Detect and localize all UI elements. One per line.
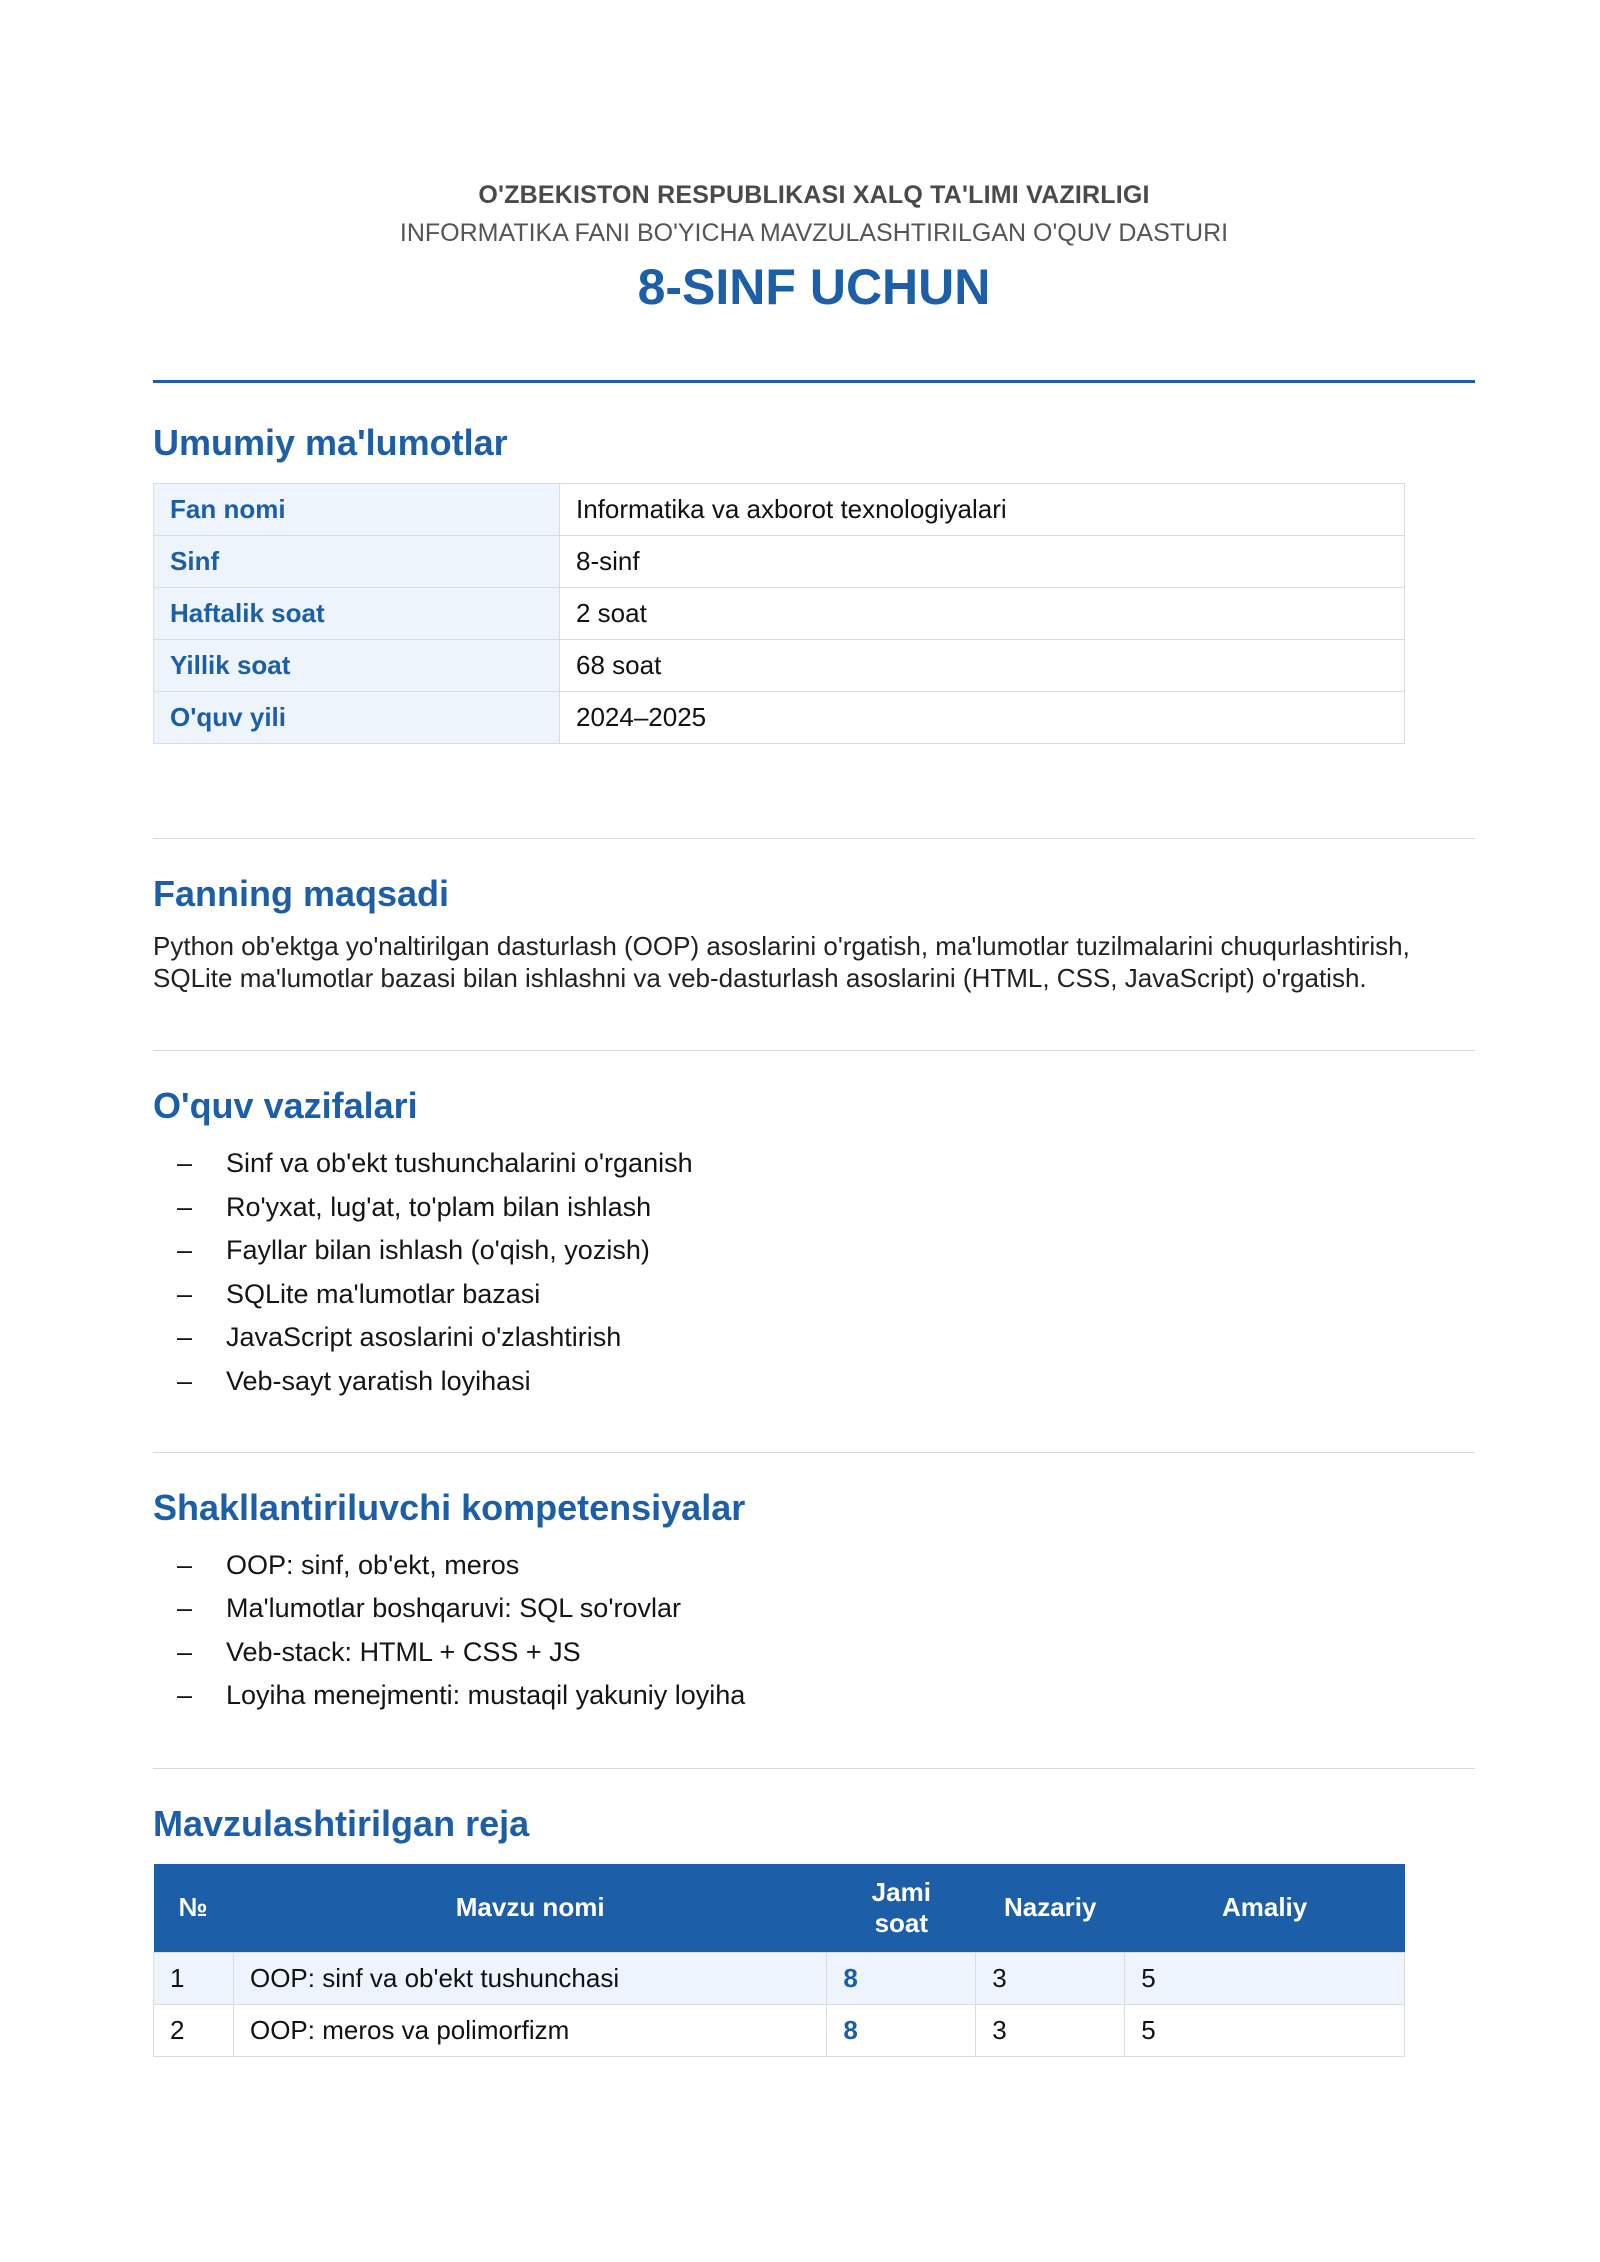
table-row — [154, 1952, 1405, 2004]
info-value: 2 soat — [560, 588, 1405, 640]
grade-title: 8-SINF UCHUN — [637, 259, 991, 315]
section-divider — [153, 1452, 1475, 1453]
info-label: Fan nomi — [154, 484, 560, 536]
cell-practice: 5 — [1125, 1952, 1405, 2004]
document-page — [153, 0, 1475, 2057]
list-item: – Veb-stack: HTML + CSS + JS — [153, 1631, 1475, 1675]
tasks-list — [153, 1142, 1475, 1404]
table-row — [154, 588, 1405, 640]
plan-table — [153, 1864, 1405, 2057]
competencies-heading: Shakllantiriluvchi kompetensiyalar — [153, 1486, 746, 1528]
plan-heading: Mavzulashtirilgan reja — [153, 1802, 530, 1844]
plan-header-row — [154, 1864, 1405, 1953]
cell-total: 8 — [827, 2004, 976, 2056]
table-row — [154, 2004, 1405, 2056]
ministry-name: O'ZBEKISTON RESPUBLIKASI XALQ TA'LIMI VAZIRLIGI — [478, 181, 1150, 209]
cell-number: 1 — [154, 1952, 234, 2004]
general-info-section — [153, 421, 1475, 744]
col-header-total-line1: Jami — [871, 1876, 931, 1907]
info-value: 68 soat — [560, 640, 1405, 692]
list-item: – SQLite ma'lumotlar bazasi — [153, 1273, 1475, 1317]
tasks-section — [153, 1084, 1475, 1404]
col-header-total — [827, 1864, 976, 1953]
list-item: – OOP: sinf, ob'ekt, meros — [153, 1544, 1475, 1588]
col-header-practice: Amaliy — [1125, 1864, 1405, 1953]
list-item: – JavaScript asoslarini o'zlashtirish — [153, 1316, 1475, 1360]
col-header-topic: Mavzu nomi — [233, 1864, 826, 1953]
cell-theory: 3 — [976, 1952, 1125, 2004]
table-row — [154, 484, 1405, 536]
col-header-total-line2: soat — [874, 1907, 929, 1938]
list-item: – Sinf va ob'ekt tushunchalarini o'rganish — [153, 1142, 1475, 1186]
cell-total: 8 — [827, 1952, 976, 2004]
info-value: 8-sinf — [560, 536, 1405, 588]
cell-practice: 5 — [1125, 2004, 1405, 2056]
info-label: Yillik soat — [154, 640, 560, 692]
section-divider — [153, 838, 1475, 839]
table-row — [154, 536, 1405, 588]
list-item: – Veb-sayt yaratish loyihasi — [153, 1360, 1475, 1404]
competencies-list — [153, 1544, 1475, 1718]
col-header-number: № — [154, 1864, 234, 1953]
cell-topic: OOP: sinf va ob'ekt tushunchasi — [233, 1952, 826, 2004]
list-item: – Ro'yxat, lug'at, to'plam bilan ishlash — [153, 1186, 1475, 1230]
plan-section — [153, 1802, 1475, 2057]
goal-section — [153, 872, 1475, 994]
info-label: Sinf — [154, 536, 560, 588]
cell-theory: 3 — [976, 2004, 1125, 2056]
section-divider — [153, 1768, 1475, 1769]
table-row — [154, 640, 1405, 692]
general-info-table — [153, 483, 1405, 744]
col-header-theory: Nazariy — [976, 1864, 1125, 1953]
info-label: O'quv yili — [154, 692, 560, 744]
table-row — [154, 692, 1405, 744]
header-divider — [153, 380, 1475, 383]
tasks-heading: O'quv vazifalari — [153, 1085, 418, 1126]
general-info-heading: Umumiy ma'lumotlar — [153, 422, 508, 463]
info-value: 2024–2025 — [560, 692, 1405, 744]
info-value: Informatika va axborot texnologiyalari — [560, 484, 1405, 536]
list-item: – Fayllar bilan ishlash (o'qish, yozish) — [153, 1229, 1475, 1273]
goal-text: Python ob'ektga yo'naltirilgan dasturlash (OOP) asoslarini o'rgatish, ma'lumotlar tuzilmalarini chuqurlashtirish, SQLite ma'lumotlar bazasi bilan ishlashni va veb-dasturlash asoslarini (HTML, CSS, JavaScript) o'rgatish. — [153, 931, 1410, 993]
goal-heading: Fanning maqsadi — [153, 873, 450, 914]
list-item: – Loyiha menejmenti: mustaqil yakuniy loyiha — [153, 1674, 1475, 1718]
competencies-section — [153, 1486, 1475, 1718]
info-label: Haftalik soat — [154, 588, 560, 640]
section-divider — [153, 1050, 1475, 1051]
cell-number: 2 — [154, 2004, 234, 2056]
list-item: – Ma'lumotlar boshqaruvi: SQL so'rovlar — [153, 1587, 1475, 1631]
program-subtitle: INFORMATIKA FANI BO'YICHA MAVZULASHTIRILGAN O'QUV DASTURI — [399, 219, 1229, 247]
cell-topic: OOP: meros va polimorfizm — [233, 2004, 826, 2056]
document-header — [153, 0, 1475, 316]
